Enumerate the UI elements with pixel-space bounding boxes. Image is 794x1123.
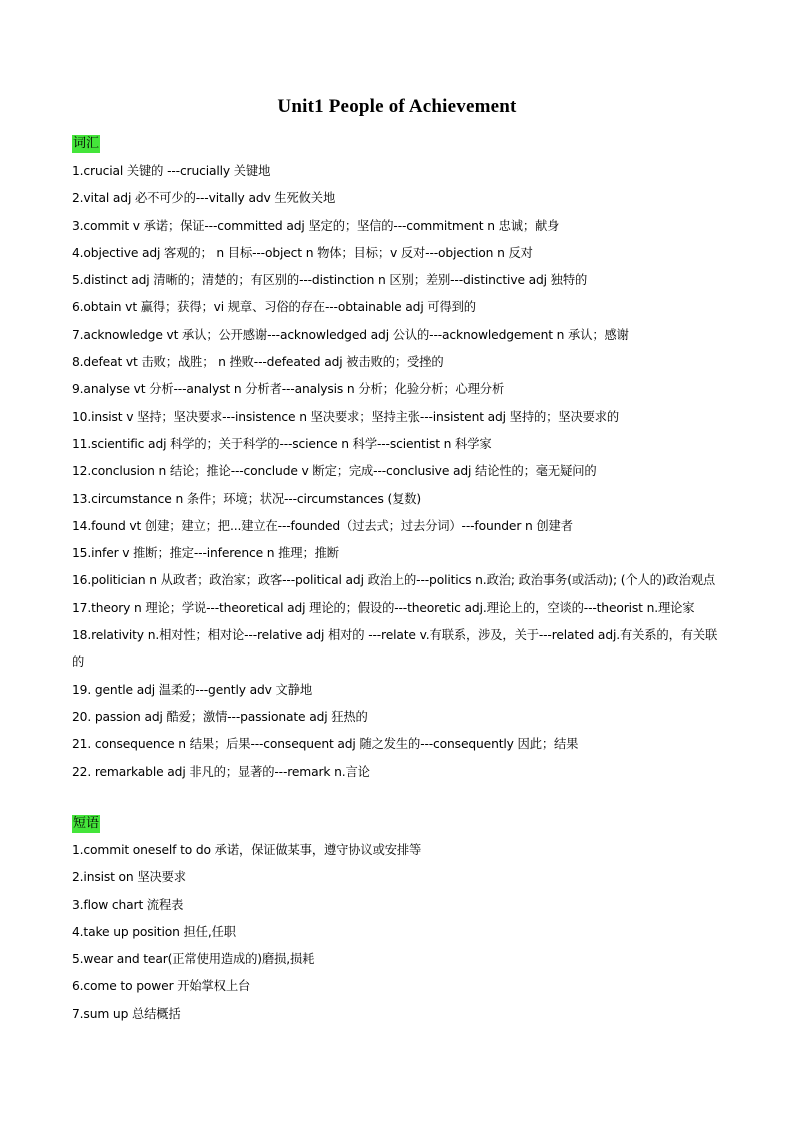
- vocab-item: 10.insist v 坚持；坚决要求---insistence n 坚决要求；坚持主张---insistent adj 坚持的；坚决要求的: [72, 409, 620, 424]
- phrase-item: 3.flow chart 流程表: [72, 897, 184, 912]
- phrases-section: [72, 812, 421, 1028]
- vocab-item: 17.theory n 理论；学说---theoretical adj 理论的；假设的---theoretic adj.理论上的，空谈的---theorist n.理论家: [72, 600, 695, 615]
- vocab-item: 21. consequence n 结果；后果---consequent adj 随之发生的---consequently 因此；结果: [72, 737, 579, 752]
- vocab-item: 8.defeat vt 击败；战胜； n 挫败---defeated adj 被击败的；受挫的: [72, 355, 444, 370]
- vocab-item: 1.crucial 关键的 ---crucially 关键地: [72, 164, 271, 178]
- vocab-item: 18.relativity n.相对性；相对论---relative adj 相对的 ---relate v.有联系，涉及，关于---related adj.有关系的，有关联的: [72, 628, 718, 670]
- vocab-item: 7.acknowledge vt 承认；公开感谢---acknowledged adj 公认的---acknowledgement n 承认；感谢: [72, 327, 629, 342]
- phrase-item: 4.take up position 担任,任职: [72, 924, 236, 939]
- vocab-item: 4.objective adj 客观的； n 目标---object n 物体；目标；v 反对---objection n 反对: [72, 245, 533, 260]
- vocab-item: 9.analyse vt 分析---analyst n 分析者---analysis n 分析；化验分析；心理分析: [72, 382, 505, 397]
- vocab-item: 20. passion adj 酷爱；激情---passionate adj 狂热的: [72, 709, 368, 724]
- page-title: Unit1 People of Achievement: [277, 96, 517, 117]
- vocab-item: 11.scientific adj 科学的；关于科学的---science n 科学---scientist n 科学家: [72, 436, 492, 451]
- phrases-heading: 短语: [73, 816, 100, 831]
- phrase-item: 5.wear and tear(正常使用造成的)磨损,损耗: [72, 952, 315, 967]
- vocab-item: 12.conclusion n 结论；推论---conclude v 断定；完成---conclusive adj 结论性的；毫无疑问的: [72, 464, 597, 479]
- phrase-item: 1.commit oneself to do 承诺，保证做某事，遵守协议或安排等: [72, 843, 422, 857]
- vocab-item: 2.vital adj 必不可少的---vitally adv 生死攸关地: [72, 191, 336, 206]
- vocab-item: 6.obtain vt 赢得；获得；vi 规章、习俗的存在---obtainable adj 可得到的: [72, 300, 476, 315]
- vocab-section: [72, 132, 724, 786]
- vocab-item: 13.circumstance n 条件；环境；状况---circumstances (复数): [72, 491, 422, 506]
- vocab-item: 22. remarkable adj 非凡的；显著的---remark n.言论: [72, 764, 370, 779]
- vocab-item: 19. gentle adj 温柔的---gently adv 文静地: [72, 682, 312, 697]
- vocab-item: 15.infer v 推断；推定---inference n 推理；推断: [72, 546, 339, 561]
- vocab-heading: 词汇: [73, 136, 100, 151]
- phrase-item: 6.come to power 开始掌权上台: [72, 979, 251, 994]
- vocab-item: 14.found vt 创建；建立；把...建立在---founded（过去式；过去分词）---founder n 创建者: [72, 518, 573, 533]
- vocab-item: 16.politician n 从政者；政治家；政客---political adj 政治上的---politics n.政治; 政治事务(或活动); (个人的)政治观点: [72, 573, 716, 588]
- vocab-item: 5.distinct adj 清晰的；清楚的；有区别的---distinction n 区别；差别---distinctive adj 独特的: [72, 273, 588, 288]
- phrase-item: 7.sum up 总结概括: [72, 1006, 181, 1021]
- vocab-item: 3.commit v 承诺；保证---committed adj 坚定的；坚信的---commitment n 忠诚；献身: [72, 218, 560, 233]
- phrase-item: 2.insist on 坚决要求: [72, 870, 186, 885]
